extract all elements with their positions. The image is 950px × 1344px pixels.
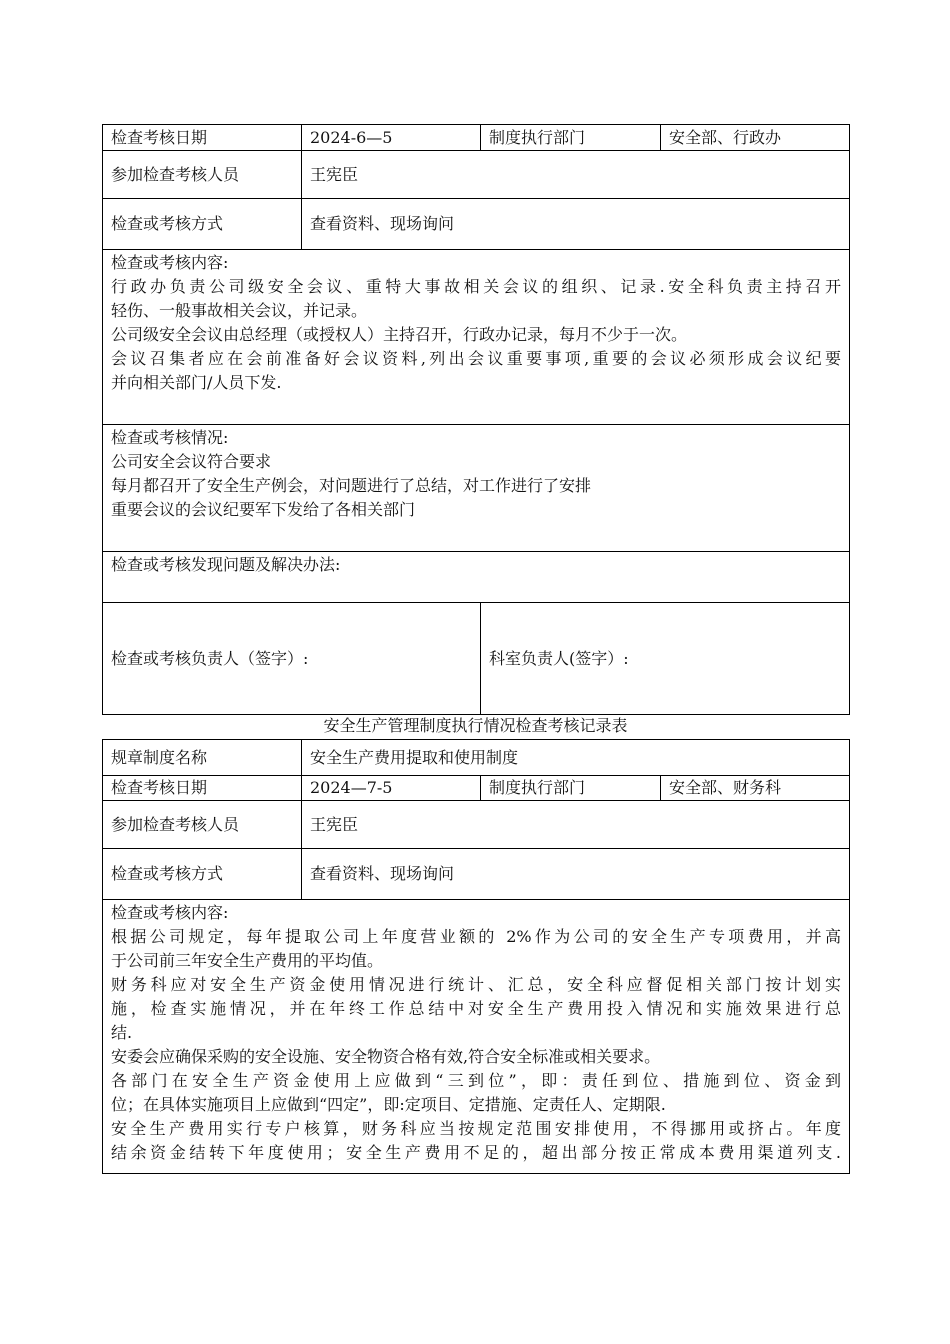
people-label: 参加检查考核人员 xyxy=(103,151,302,199)
content-line: 公司级安全会议由总经理（或授权人）主持召开，行政办记录，每月不少于一次。 xyxy=(111,325,688,344)
record-table-safety-fund xyxy=(102,739,850,1174)
content-row xyxy=(103,900,850,1174)
situation-row xyxy=(103,425,850,552)
dept-label: 制度执行部门 xyxy=(481,776,661,801)
content-line: 各部门在安全生产资金使用上应做到“三到位”，即：责任到位、措施到位、资金到 xyxy=(111,1071,842,1090)
content-line: 并向相关部门/人员下发. xyxy=(111,373,282,392)
content-line: 根据公司规定，每年提取公司上年度营业额的 2%作为公司的安全生产专项费用，并高 xyxy=(111,927,842,946)
date-label: 检查考核日期 xyxy=(103,125,302,151)
date-row xyxy=(103,776,850,801)
content-line: 轻伤、一般事故相关会议，并记录。 xyxy=(111,301,368,320)
people-value: 王宪臣 xyxy=(302,151,850,199)
content-line: 结余资金结转下年度使用；安全生产费用不足的，超出部分按正常成本费用渠道列支. xyxy=(111,1143,842,1162)
signature-row xyxy=(103,603,850,715)
problems-row xyxy=(103,552,850,603)
situation-cell xyxy=(103,425,850,552)
date-label: 检查考核日期 xyxy=(103,776,302,801)
content-line: 施，检查实施情况，并在年终工作总结中对安全生产费用投入情况和实施效果进行总 xyxy=(111,999,842,1018)
content-label: 检查或考核内容: xyxy=(111,903,229,922)
people-row xyxy=(103,151,850,199)
situation-line: 每月都召开了安全生产例会，对问题进行了总结，对工作进行了安排 xyxy=(111,476,592,495)
content-cell xyxy=(103,250,850,425)
people-value: 王宪臣 xyxy=(302,801,850,849)
rule-value: 安全生产费用提取和使用制度 xyxy=(302,740,850,776)
dept-value: 安全部、行政办 xyxy=(661,125,850,151)
dept-label: 制度执行部门 xyxy=(481,125,661,151)
method-label: 检查或考核方式 xyxy=(103,199,302,250)
date-value: 2024—7-5 xyxy=(302,776,481,801)
content-line: 结. xyxy=(111,1023,133,1042)
people-row xyxy=(103,801,850,849)
date-value: 2024-6—5 xyxy=(302,125,481,151)
method-label: 检查或考核方式 xyxy=(103,849,302,900)
form-title: 安全生产管理制度执行情况检查考核记录表 xyxy=(323,716,628,735)
rule-row xyxy=(103,740,850,776)
content-line: 行政办负责公司级安全会议、重特大事故相关会议的组织、记录.安全科负责主持召开 xyxy=(111,277,841,296)
method-row xyxy=(103,199,850,250)
inspector-signature: 检查或考核负责人（签字）: xyxy=(103,603,481,715)
situation-label: 检查或考核情况: xyxy=(111,428,229,447)
rule-label: 规章制度名称 xyxy=(103,740,302,776)
content-line: 于公司前三年安全生产费用的平均值。 xyxy=(111,951,384,970)
method-value: 查看资料、现场询问 xyxy=(302,199,850,250)
people-label: 参加检查考核人员 xyxy=(103,801,302,849)
situation-line: 公司安全会议符合要求 xyxy=(111,452,272,471)
content-line: 安全生产费用实行专户核算，财务科应当按规定范围安排使用，不得挪用或挤占。年度 xyxy=(111,1119,842,1138)
date-row xyxy=(103,125,850,151)
content-line: 会议召集者应在会前准备好会议资料,列出会议重要事项,重要的会议必须形成会议纪要 xyxy=(111,349,841,368)
situation-line: 重要会议的会议纪要军下发给了各相关部门 xyxy=(111,500,416,519)
content-line: 财务科应对安全生产资金使用情况进行统计、汇总，安全科应督促相关部门按计划实 xyxy=(111,975,842,994)
problems-cell xyxy=(103,552,850,603)
content-row xyxy=(103,250,850,425)
method-row xyxy=(103,849,850,900)
content-line: 安委会应确保采购的安全设施、安全物资合格有效,符合安全标准或相关要求。 xyxy=(111,1047,661,1066)
content-cell xyxy=(103,900,850,1174)
method-value: 查看资料、现场询问 xyxy=(302,849,850,900)
record-table-meeting xyxy=(102,124,850,715)
dept-value: 安全部、财务科 xyxy=(661,776,850,801)
content-line: 位；在具体实施项目上应做到“四定”，即:定项目、定措施、定责任人、定期限. xyxy=(111,1095,666,1114)
problems-label: 检查或考核发现问题及解决办法: xyxy=(111,555,341,574)
content-label: 检查或考核内容: xyxy=(111,253,229,272)
section-head-signature: 科室负责人(签字）: xyxy=(481,603,850,715)
